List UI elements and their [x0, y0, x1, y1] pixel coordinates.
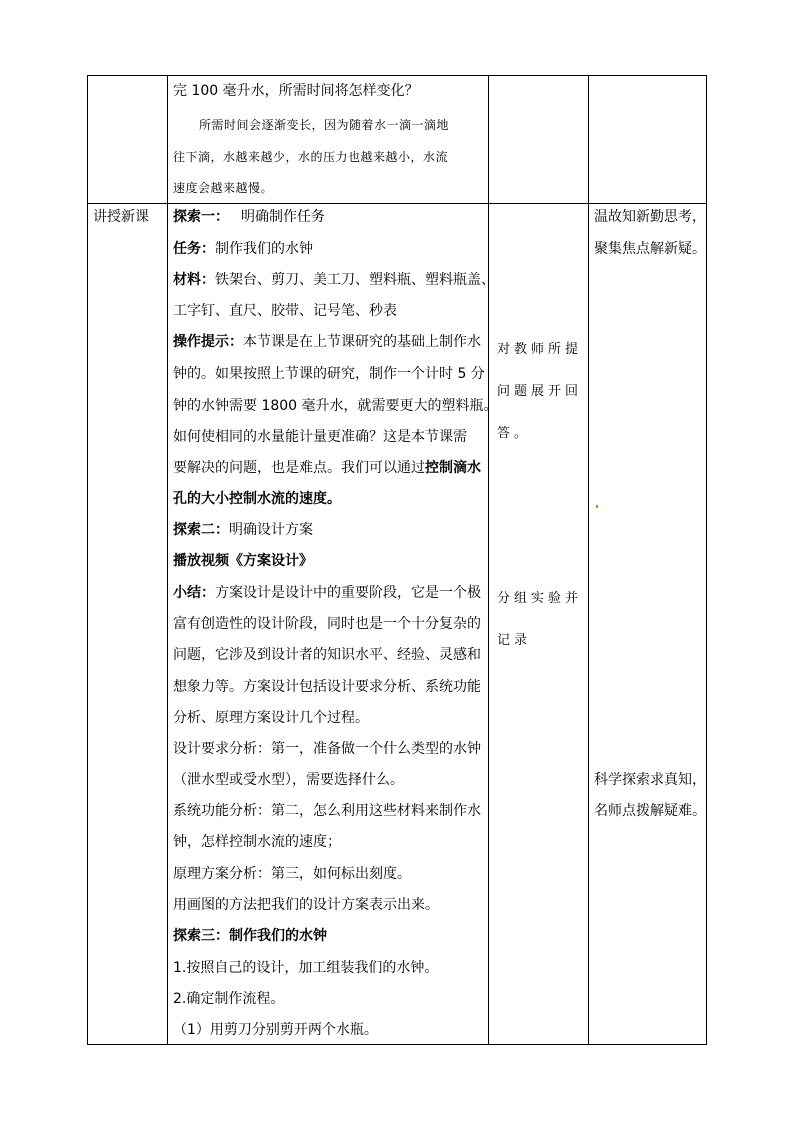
- summary-line: 分析、原理方案设计几个过程。: [173, 710, 369, 726]
- answer-line: 往下滴，水越来越少，水的压力也越来越小，水流: [173, 150, 449, 164]
- summary-line: 问题，它涉及到设计者的知识水平、经验、灵感和: [173, 647, 481, 663]
- student-activity-line: 答。: [497, 426, 532, 441]
- task-line: [173, 241, 313, 257]
- system-line: 钟，怎样控制水流的速度；: [173, 834, 341, 850]
- explore-three-heading: 探索三：制作我们的水钟: [173, 928, 327, 944]
- table-border-bottom: [87, 1044, 707, 1045]
- explore-one-heading: [173, 209, 325, 225]
- explore-one-title: 明确制作任务: [241, 209, 325, 225]
- design-intent-line: 聚集焦点解新疑。: [594, 241, 706, 257]
- student-activity-line: 问题展开回: [497, 384, 583, 399]
- explore-two-heading: [173, 522, 313, 538]
- operation-tip-label: 操作提示：: [173, 334, 243, 350]
- task-label: 任务：: [173, 241, 215, 257]
- design-intent-line: 科学探索求真知，: [594, 772, 706, 788]
- table-row-divider: [87, 203, 707, 204]
- step-line: 1.按照自己的设计，加工组装我们的水钟。: [173, 960, 439, 976]
- step-line: （1）用剪刀分别剪开两个水瓶。: [173, 1022, 378, 1038]
- teaching-stage-label: 讲授新课: [93, 209, 149, 225]
- table-column-divider: [488, 75, 489, 1045]
- operation-tip-line: [173, 334, 481, 350]
- table-border-right: [706, 75, 707, 1045]
- stray-mark: [596, 505, 598, 508]
- operation-tip-line: 孔的大小控制水流的速度。: [173, 491, 341, 507]
- operation-tip-line: 如何使相同的水量能计量更准确？这是本节课需: [173, 429, 467, 445]
- table-column-divider: [167, 75, 168, 1045]
- summary-line: [173, 585, 481, 601]
- materials-line: 工字钉、直尺、胶带、记号笔、秒表: [173, 303, 397, 319]
- operation-tip-line: [173, 460, 481, 476]
- materials-label: 材料：: [173, 272, 215, 288]
- video-line: 播放视频《方案设计》: [173, 553, 313, 569]
- question-line: 完 100 毫升水，所需时间将怎样变化？: [173, 83, 419, 99]
- summary-line: 想象力等。方案设计包括设计要求分析、系统功能: [173, 679, 481, 695]
- explore-two-label: 探索二：: [173, 522, 229, 538]
- operation-tip-line: 钟的水钟需要 1800 毫升水，就需要更大的塑料瓶。: [173, 398, 498, 414]
- summary-text: 方案设计是设计中的重要阶段，它是一个极: [215, 585, 481, 601]
- requirement-line: 设计要求分析：第一，准备做一个什么类型的水钟: [173, 741, 481, 757]
- explore-one-label: 探索一：: [173, 209, 229, 225]
- materials-line: [173, 272, 495, 288]
- student-activity-line: 分组实验并: [497, 591, 583, 606]
- system-line: 系统功能分析：第二，怎么利用这些材料来制作水: [173, 803, 481, 819]
- answer-line: 速度会越来越慢。: [173, 181, 274, 195]
- summary-line: 富有创造性的设计阶段，同时也是一个十分复杂的: [173, 616, 481, 632]
- operation-tip-text: 本节课是在上节课研究的基础上制作水: [243, 334, 481, 350]
- requirement-line: （泄水型或受水型），需要选择什么。: [173, 772, 404, 788]
- operation-tip-key: 控制滴水: [425, 460, 481, 476]
- table-border-top: [87, 75, 707, 76]
- principle-line: 原理方案分析：第三，如何标出刻度。: [173, 866, 411, 882]
- task-text: 制作我们的水钟: [215, 241, 313, 257]
- operation-tip-line: 钟的。如果按照上节课的研究，制作一个计时 5 分: [173, 366, 485, 382]
- explore-two-title: 明确设计方案: [229, 522, 313, 538]
- materials-text: 铁架台、剪刀、美工刀、塑料瓶、塑料瓶盖、: [215, 272, 495, 288]
- design-intent-line: 温故知新勤思考，: [594, 209, 706, 225]
- drawing-line: 用画图的方法把我们的设计方案表示出来。: [173, 897, 439, 913]
- answer-line: 所需时间会逐渐变长，因为随着水一滴一滴地: [199, 118, 450, 132]
- design-intent-line: 名师点拨解疑难。: [594, 803, 706, 819]
- summary-label: 小结：: [173, 585, 215, 601]
- operation-tip-text: 要解决的问题，也是难点。我们可以通过: [173, 460, 425, 476]
- table-border-left: [87, 75, 88, 1045]
- student-activity-line: 记录: [497, 633, 532, 648]
- step-line: 2.确定制作流程。: [173, 991, 285, 1007]
- student-activity-line: 对教师所提: [497, 342, 583, 357]
- table-column-divider: [588, 75, 589, 1045]
